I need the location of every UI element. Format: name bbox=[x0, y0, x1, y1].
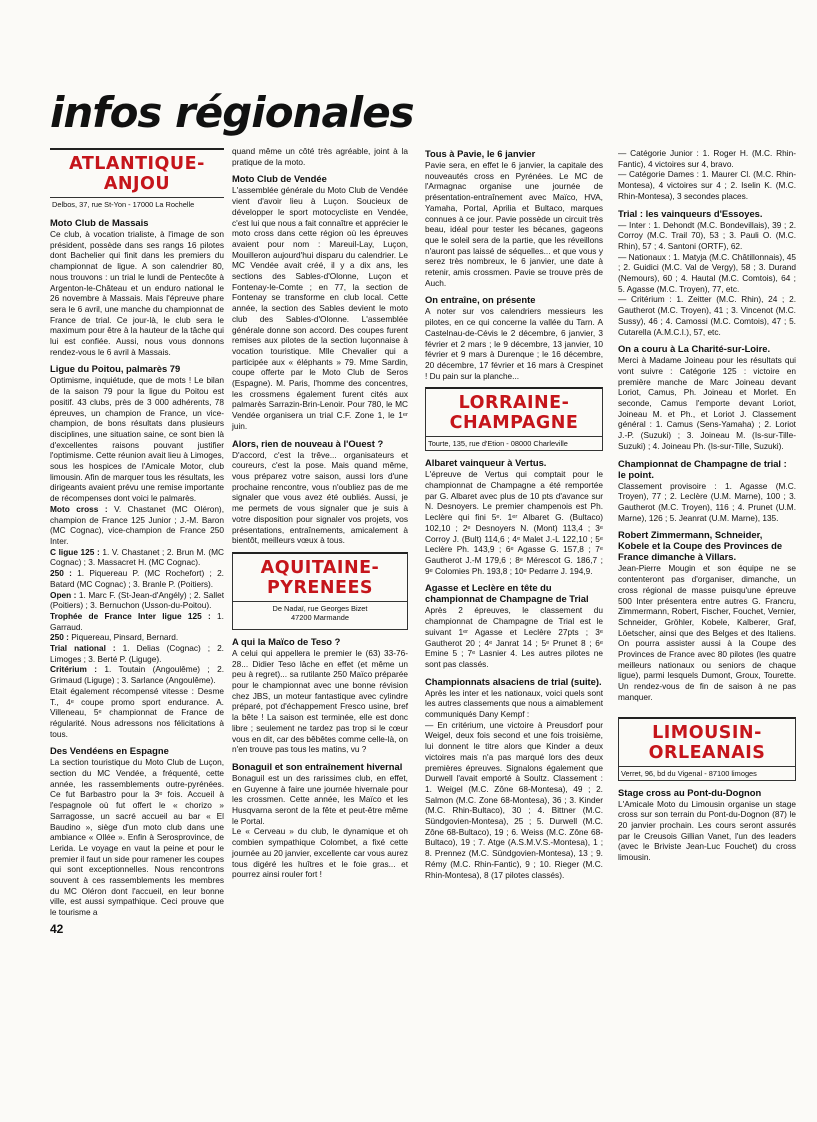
result-label: Moto cross : bbox=[50, 503, 108, 514]
article-title: Moto Club de Massais bbox=[50, 217, 149, 228]
article-body: — Critérium : 1. Zeitter (M.C. Rhin), 24 ; 2. Gautherot (M.C. Troyen), 41 ; 3. Vincenot (M.C. Sussy), 46 ; 4. Camossi (M.C. Comtois), 47 ; 5. Cutarella (A.M.C.I.), 57, etc. bbox=[618, 294, 796, 337]
article-body: L'épreuve de Vertus qui comptait pour le championnat de Champagne a été remportée par G. Albaret avec plus de 10 pts d'avance sur N. Desnoyers. Le premier champenois est Ph. Leclère qui fini 5ᵉ. 1ᵉʳ Albaret G. (Bultaco) 102,10 ; 2ᵉ Desnoyers N. (Mont) 113,4 ; 3ᵉ Corroy J. (Bult) 114,6 ; 4ᵉ Malet J.-L 122,10 ; 5ᵉ Leclère Ph. 143,9 ; 6ᵉ Agasse G. 157,8 ; 7ᵉ Gautherot J.-M 179,6 ; 8ᵉ Mérescot G. 186,7 ; 9ᵉ Colomies Ph. 193,8 ; 10ᵉ Pedarre J. 194,9. bbox=[425, 469, 603, 576]
article-title: Agasse et Leclère en tête du championnat de Champagne de Trial bbox=[425, 582, 589, 605]
article-body: — Inter : 1. Dehondt (M.C. Bondevillais), 39 ; 2. Corroy (M.C. Trail 70), 53 ; 3. Pauli O. (M.C. Rhin), 57 ; 4. Santoni (ORTF), 62. bbox=[618, 219, 796, 251]
article-title: Stage cross au Pont-du-Dognon bbox=[618, 786, 762, 798]
article-body: — Nationaux : 1. Matyja (M.C. Châtillonnais), 45 ; 2. Guidici (M.C. Val de Vergy), 58 ; 3. Durand (Nemours), 60 ; 4. Hautal (M.C. Comtois), 64 ; 5. Agasse (M.C. Troyen), 77, etc. bbox=[618, 251, 796, 294]
result-line bbox=[50, 664, 224, 685]
result-text: 1. Marc F. (St-Jean-d'Angély) ; 2. Sallet (Poitiers) ; 3. Bernuchon (Usson-du-Poitou). bbox=[50, 589, 225, 611]
article-title: Championnats alsaciens de trial (suite). bbox=[425, 675, 602, 687]
result-text: 1. Piquereau P. (MC Rochefort) ; 2. Batard (MC Cognac) ; 3. Branle P. (Poitiers). bbox=[50, 568, 224, 589]
article-body: Bonaguil est un des rarissimes club, en effet, en Guyenne à faire une journée hivernale pour les crossmen. Cette année, les Maïco et les Husqvarna seront de la fête et peut-être même le Portal. bbox=[232, 772, 408, 826]
region-address: Tourte, 135, rue d'Etion - 08000 Charleville bbox=[426, 436, 602, 450]
article-body: Après 2 épreuves, le classement du championnat de Champagne de Trial est le suivant 1ᵉʳ Agasse et Leclère 27pts ; 3ᵉ Gautherot 20 ; 4ᵉ Janrat 14 ; 5ᵉ Prunet 8 ; 6ᵉ Emine 5 ; 7ᵉ Lasnier 4. Les autres pilotes ne sont pas classés. bbox=[425, 605, 603, 669]
article-body: La section touristique du Moto Club de Luçon, section du MC Vendée, a fréquenté, cette année, les rassemblements outre-pyrénées. Ce fut Barbastro pour la 3ᵉ fois. Accueil à l'espagnole où fut offert le « chorizo » Sarragosse, un sacré accueil au bar « El Baudino », siège d'un moto club dans une ambiance « Ollée ». Enfin à Serosprovince, de Lerida. Le voyage en vaut la peine et pour le premier il faut un side pour ramener les coupes qui sont exceptionnelles. Nous rencontrons souvent à ces rassemblements les membres du MC Oléron dont l'accueil, en leur bonne ville, est aussi sympathique. Ceci prouve que le tourisme a bbox=[50, 757, 224, 918]
article-title: Championnat de Champagne de trial : le point. bbox=[618, 457, 787, 480]
article-body: A celui qui appellera le premier le (63) 33-76-28... Didier Teso lâche en effet (et même un peu à regret)... sa rutilante 250 Maïco préparée pour le championnat avec une bonne révision chez JBS, un moteur fantastique avec cylindre préparé, pot d'échappement Fresco usine, bref la bête ! La saison est terminée, elle est donc libre ; seulement ne tardez pas trop si le cœur vous en dit, car des bêbêtes comme celle-là, on n'en trouve pas tous les matins, vu ? bbox=[232, 647, 408, 755]
article-title: Alors, rien de nouveau à l'Ouest ? bbox=[232, 437, 384, 449]
article-body: Optimisme, inquiétude, que de mots ! Le bilan de la saison 79 pour la ligue du Poitou est positif. 43 clubs, près de 3 000 adhérents, 78 épreuves, un champion de France, un vice-champion, de bons résultats dans plusieurs disciplines, une situation saine, ce sont bien là d'excellentes raisons pouvant justifier l'optimisme. Cette réunion avait lieu à Limoges, sous les hospices de l'Amicale Motor, club limousin. Afin de marquer tous les résultats, les dirigeants avaient prévu une remise importante de récompenses dont voici le palmarès. bbox=[50, 375, 224, 504]
region-box-lorraine bbox=[425, 387, 603, 451]
result-line bbox=[50, 547, 224, 568]
article-title: Robert Zimmermann, Schneider, Kobele et la Coupe des Provinces de France dimanche à Villars. bbox=[618, 529, 783, 563]
result-line bbox=[50, 590, 224, 611]
article-title: Bonaguil et son entraînement hivernal bbox=[232, 760, 403, 772]
result-text: Piquereau, Pinsard, Bernard. bbox=[68, 632, 179, 643]
column-4 bbox=[618, 146, 796, 863]
article-body: — En critérium, une victoire à Preusdorf pour Weigel, deux fois second et une fois troisième, lui donnent le titre alors que Kinder a deux victoires mais n'a pas marqué lors des deux premières épreuves. Signalons également que Durwell l'avait emporté à Soultz. Classement : 1. Weigel (M.C. Zône 68-Montesa), 49 ; 2. Salmon (M.C. Zone 68-Montesa), 36 ; 3. Kinder (M.C. Rhin-Bultaco), 30 ; 4. Bittner (M.C. Sündgovien-Montesa), 25 ; 5. Durwell (M.C. Zône 68-Bultaco), 19 ; 6. Weiss (M.C. Zône 68-Bultaco), 19 ; 7. Atge (A.S.M.V.S.-Montesa), 1 ; 8. Prennez (M.C. Sündgovien-Montesa), 13 ; 9. Rémy (M.C. Rhin-Fantic), 9 ; 10. Rieger (M.C. Rhin-Montesa), 8 (17 pilotes classés). bbox=[425, 719, 603, 880]
article-body: Merci à Madame Joineau pour les résultats qui vont suivre : Catégorie 125 : victoire en première manche de Marc Joineau devant Loriot, Camus, Ph. Joineau et Morlet. En seconde, Camus l'emporte devant Loriot, Joineau M. et Ph., et Loriot J. Classement général : 1. Camus (Sens-Yamaha) ; 2. Loriot J.-P. (Suzuki) ; 3. Joineau M. (Is-sur-Tille-Suzuki) ; 4. Joineau Ph. (Is-sur-Tille, Suzuki). bbox=[618, 355, 796, 451]
result-line bbox=[50, 568, 224, 589]
article-body: Le « Cerveau » du club, le dynamique et oh combien sympathique Colombet, a fixé cette journée au 20 janvier, excellente car vous aurez tous digéré les huîtres et le foie gras... et pourrez ainsi rouler fort ! bbox=[232, 826, 408, 880]
region-heading-atlantique: ATLANTIQUE-ANJOU bbox=[69, 154, 205, 194]
result-label: C ligue 125 : bbox=[50, 546, 100, 557]
article-body: Ce club, à vocation trialiste, à l'image de son président, possède dans ses rangs 16 pilotes dont Bachelier qui finit dans les premiers du championnat de ligue. A son calendrier 80, nous trouvons : un trial le lundi de Pentecôte à Argenton-le-Château et un enduro national le 26 novembre à Massais. Mais l'épreuve phare sera le 6 avril, une manche du championnat de France de trial. Ce jour-là, le club sera le maximum pour être à la hauteur de la tâche qui lui est confiée. Aussi, nous vous donnons rendez-vous le 6 avril à Massais. bbox=[50, 229, 224, 357]
page-title: infos régionales bbox=[50, 88, 414, 137]
result-line bbox=[50, 643, 224, 664]
region-address bbox=[233, 601, 407, 624]
result-label: Trophée de France Inter ligue 125 : bbox=[50, 610, 211, 621]
region-address: Verret, 96, bd du Vigenal - 87100 limoges bbox=[619, 766, 795, 780]
region-box-aquitaine bbox=[232, 552, 408, 630]
article-body: Etait également récompensé vitesse : Desme T., 4ᵉ coupe promo sport endurance. A. Villeneau, 5ᵉ championnat de France de régularité. Nous adressons nos félicitations à tous. bbox=[50, 685, 224, 739]
article-title: Trial : les vainqueurs d'Essoyes. bbox=[618, 207, 763, 219]
article-body: Jean-Pierre Mougin et son équipe ne se contenteront pas d'organiser, dimanche, un cross régional de masse puisqu'une épreuve 500 Inter présentera entre autres G. Francru, Zimmermann, Robert, Fischer, Fouchet, Vernier, Schneider, Gröhler, Kobele, Kalberer, Graf, Löetscher, ainsi que des Belges et des Italiens. On pourra assister aussi à la Coupe des Provinces de France avec 80 pilotes (les quatre meilleurs nationaux ou seniors de chaque ligue), parmi lesquels Dumont, Groux, Tourette. Un rendez-vous de fin de saison à ne pas manquer. bbox=[618, 563, 796, 702]
article-body: L'Amicale Moto du Limousin organise un stage cross sur son terrain du Pont-du-Dognon (87) le 20 janvier prochain. Les cours seront assurés par le Creusois Gillian Vanet, l'un des leaders (avec le Briviste Jean-Luc Fouchet) du cross limousin. bbox=[618, 798, 796, 863]
column-3 bbox=[425, 146, 603, 880]
article-body: A noter sur vos calendriers messieurs les pilotes, en ce qui concerne la vallée du Tarn. A Castelnau-de-Cévis le 2 décembre, 6 janvier, 3 février et 2 mars ; le 9 décembre, 13 janvier, 10 février et 9 mars à Durenque ; le 16 décembre, 20 décembre, 17 février et 16 mars à Crespinet ! Du pain sur la planche... bbox=[425, 306, 603, 381]
article-title: On entraîne, on présente bbox=[425, 294, 536, 306]
article-title: Moto Club de Vendée bbox=[232, 173, 327, 185]
article-body: Pavie sera, en effet le 6 janvier, la capitale des nouveautés cross en Pyrénées. Le MC de l'Armagnac organise une journée de présentation-entraînement avec Maïco, HVA, Yamaha, Portal, Aprilia et Bultaco, marques connues à ce jour. Pavie possède un circuit très beau, idéal pour tester les bécanes, gageons que le soleil sera de la partie, que les réveillons n'auront pas laissé de séquelles... et que vous y serez très nombreux, le 6 janvier, une date à retenir, amis crossmen. Pavie se trouve près de Auch. bbox=[425, 160, 603, 288]
article-body: — Catégorie Junior : 1. Roger H. (M.C. Rhin-Fantic), 4 victoires sur 4, bravo. bbox=[618, 148, 796, 169]
result-line bbox=[50, 632, 224, 643]
article-title: A qui la Maïco de Teso ? bbox=[232, 635, 341, 647]
region-heading-limousin: LIMOUSIN-ORLEANAIS bbox=[648, 722, 766, 763]
article-body: — Catégorie Dames : 1. Maurer Cl. (M.C. Rhin-Montesa), 4 victoires sur 4 ; 2. Iselin K. (M.C. Rhin-Montesa), 3 secondes places. bbox=[618, 169, 796, 201]
region-box-limousin bbox=[618, 717, 796, 781]
result-line bbox=[50, 611, 224, 632]
result-text: 1. Toutain (Angoulême) ; 2. Grimaud (Liguge) ; 3. Sarlance (Angoulême). bbox=[50, 664, 224, 686]
article-body: quand même un côté très agréable, joint à la pratique de la moto. bbox=[232, 146, 408, 167]
result-line bbox=[50, 504, 224, 547]
article-body: Après les inter et les nationaux, voici quels sont les autres classements que nous a aimablement communiqués Dany Kempf : bbox=[425, 687, 603, 720]
article-body: L'assemblée générale du Moto Club de Vendée vient d'avoir lieu à Luçon. Soucieux de développer le sport motocycliste en Vendée, c'est lui que nous a fait connaître et apprécier le moto cross dans cette région où les épreuves avaient pour nom : Mareuil-Lay, Luçon, Mouilleron aujourd'hui disparu du calendrier. Le MC Vendée avait créé, il y a dix ans, les sections des Sables-d'Olonne, Luçon et Fontenay-le-Comte ; en 77, la section de Fontenay se transforme en club local. Cette année, la section des Sables devient le moto club des Sables-d'Olonne. L'assemblée générale donne son accord. Des coupes furent remises aux pilotes de la section luçonnaise à vocation touristique. Mlle Chevalier qui a participée aux « éléphants » 79. Mme Sardin, coupe offerte par le Moto Club de Seros (Espagne). M. Paris, l'homme des concentres, les crossmens également furent cités aux palmarès Sarrazin-Brin-Lenoir. Pour 780, le MC Vendée organisera un trial C.F. Zone 1, le 1ᵉʳ juin. bbox=[232, 185, 408, 431]
result-text: 1. Delias (Cognac) ; 2. Limoges ; 3. Berté P. (Liguge). bbox=[50, 643, 224, 664]
article-title: On a couru à La Charité-sur-Loire. bbox=[618, 343, 771, 355]
page-number: 42 bbox=[50, 921, 64, 936]
result-text: 1. V. Chastanet ; 2. Brun M. (MC Cognac) ; 3. Massacret H. (MC Cognac). bbox=[50, 546, 224, 568]
article-title: Ligue du Poitou, palmarès 79 bbox=[50, 363, 181, 375]
region-heading-aquitaine: AQUITAINE-PYRENEES bbox=[260, 557, 380, 598]
result-text: V. Chastanet (MC Oléron), champion de France 125 Junior ; J.-M. Baron (MC Cognac), vice-champion de France 250 Inter. bbox=[50, 503, 225, 546]
result-label: Trial national : bbox=[50, 643, 116, 654]
article-title: Tous à Pavie, le 6 janvier bbox=[425, 148, 536, 159]
article-body: D'accord, c'est la trêve... organisateurs et coureurs, c'est la pose. Mais quand même, vous préparez votre saison, aussi lors d'une prochaine rencontre, vous n'oubliez pas de me signaler que vous avez été oubliés. Aussi, je me permets de vous signaler que je suis à votre disposition pour signaler vos projets, vos présentations, entraînements, amicalement à bientôt, meilleurs vœux à tous. bbox=[232, 449, 408, 546]
region-address: Delbos, 37, rue St-Yon - 17000 La Rochelle bbox=[50, 197, 224, 211]
result-label: 250 : bbox=[50, 568, 72, 579]
result-label: 250 : bbox=[50, 632, 69, 643]
result-text: 1. Garraud. bbox=[50, 610, 224, 632]
result-label: Open : bbox=[50, 589, 77, 600]
column-1 bbox=[50, 148, 224, 935]
address-line: 47200 Marmande bbox=[291, 612, 349, 622]
article-body: Classement provisoire : 1. Agasse (M.C. Troyen), 77 ; 2. Leclère (U.M. Marne), 100 ; 3. Gautherot (M.C. Troyen), 116 ; 4. Prunet (U.M. Marne), 126 ; 5. Jeanrat (U.M. Marne), 135. bbox=[618, 480, 796, 523]
column-2 bbox=[232, 146, 408, 880]
region-heading-lorraine: LORRAINE-CHAMPAGNE bbox=[449, 393, 579, 434]
address-line: De Nadaï, rue Georges Bizet bbox=[272, 603, 368, 613]
article-title: Albaret vainqueur à Vertus. bbox=[425, 457, 547, 469]
article-title: Des Vendéens en Espagne bbox=[50, 745, 169, 757]
result-label: Critérium : bbox=[50, 664, 97, 675]
